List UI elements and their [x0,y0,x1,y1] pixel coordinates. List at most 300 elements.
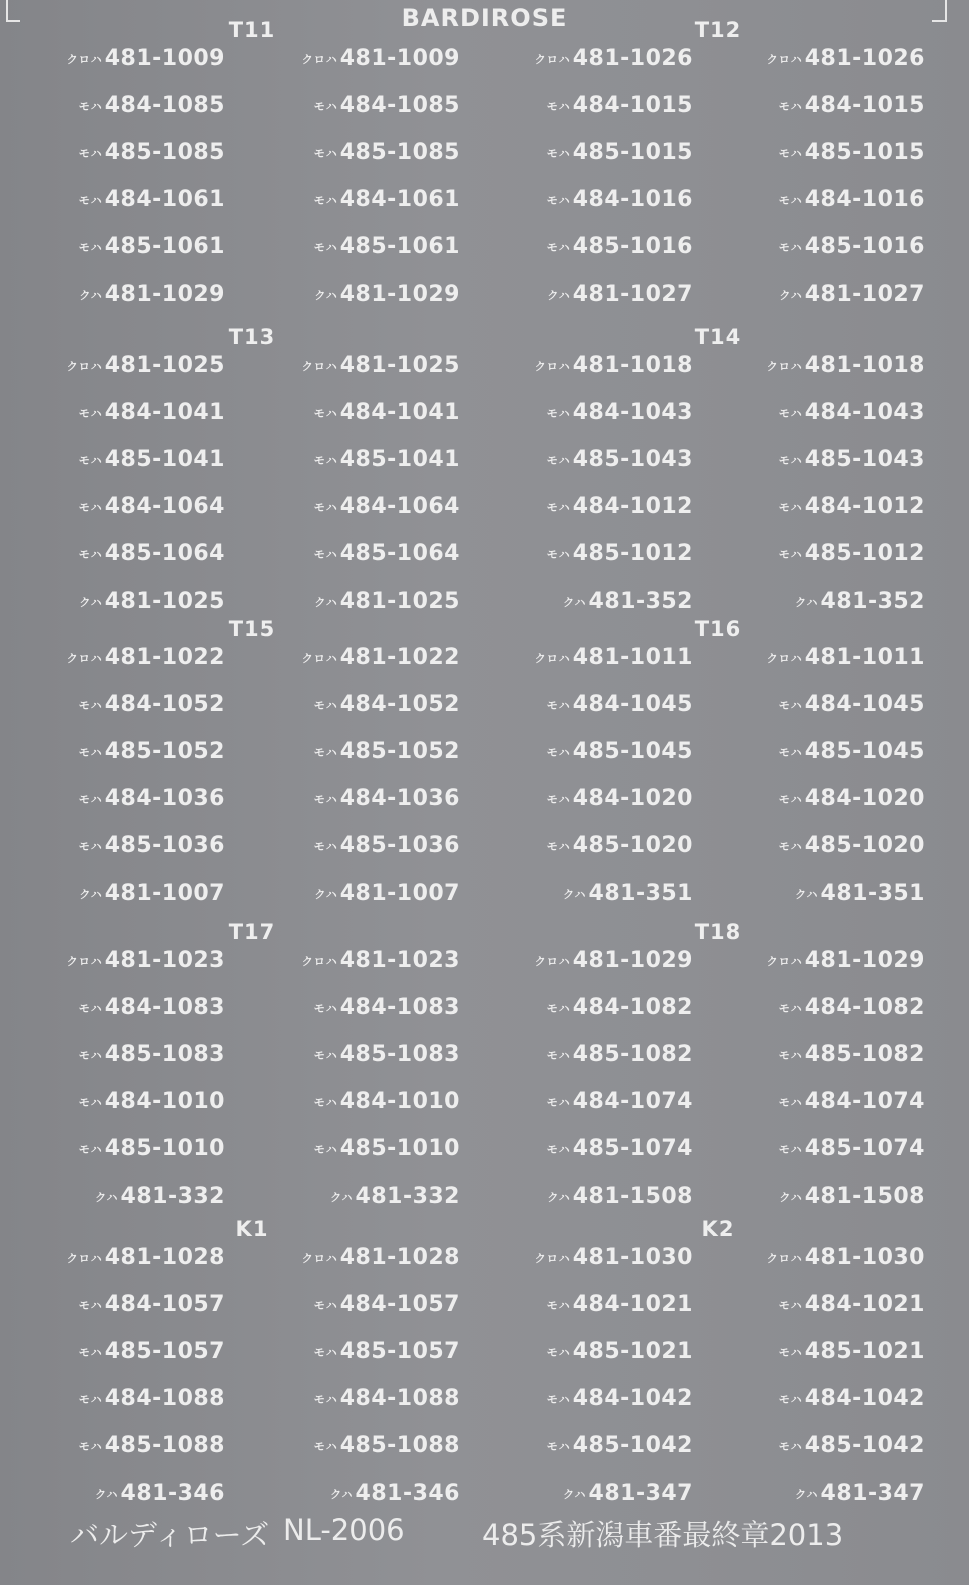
car-number: 481-1028 [339,1245,460,1270]
car-number: 484-1041 [104,400,225,425]
car-number-decal [715,282,925,312]
car-number: 481-1018 [572,353,693,378]
car-number: 484-1045 [804,692,925,717]
footer-title: 485系新潟車番最終章2013 [482,1518,844,1552]
car-type-prefix: クハ [779,289,803,302]
car-type-prefix: クロハ [66,652,103,665]
car-number-decal [483,1339,693,1369]
car-number-decal [15,1481,225,1511]
car-number: 485-1021 [804,1339,925,1364]
car-type-prefix: モハ [78,100,103,113]
car-type-prefix: クハ [795,1488,819,1501]
car-type-prefix: モハ [546,1299,571,1312]
car-type-prefix: モハ [78,793,103,806]
block-label: T12 [694,18,742,42]
car-type-prefix: クロハ [301,652,338,665]
car-number-decal [483,353,693,383]
car-type-prefix: モハ [546,1096,571,1109]
car-type-prefix: モハ [313,1346,338,1359]
car-number-decal [15,995,225,1025]
car-number-decal [15,494,225,524]
car-number: 485-1036 [104,833,225,858]
car-number: 484-1082 [804,995,925,1020]
car-number: 481-1009 [104,46,225,71]
car-number-decal [715,1136,925,1166]
car-number: 485-1010 [104,1136,225,1161]
car-type-prefix: モハ [546,548,571,561]
car-type-prefix: モハ [778,407,803,420]
car-number-decal [483,881,693,911]
car-number-decal [15,1245,225,1275]
car-number: 485-1083 [104,1042,225,1067]
car-type-prefix: モハ [78,840,103,853]
car-number: 481-1027 [804,282,925,307]
car-type-prefix: モハ [313,194,338,207]
car-number: 485-1085 [339,140,460,165]
car-number: 481-1029 [339,282,460,307]
car-type-prefix: モハ [778,699,803,712]
car-type-prefix: クロハ [301,360,338,373]
car-number-decal [483,1386,693,1416]
car-type-prefix: クハ [79,888,103,901]
car-number: 485-1045 [572,739,693,764]
car-number: 484-1012 [804,494,925,519]
car-number: 484-1016 [804,187,925,212]
car-number: 484-1012 [572,494,693,519]
car-number: 484-1057 [104,1292,225,1317]
car-number: 485-1085 [104,140,225,165]
car-number: 485-1074 [804,1136,925,1161]
car-number: 481-347 [820,1481,925,1506]
car-type-prefix: モハ [78,699,103,712]
car-number: 485-1045 [804,739,925,764]
decal-block [0,325,969,621]
car-type-prefix: モハ [313,407,338,420]
car-number-decal [715,948,925,978]
car-number-decal [15,140,225,170]
car-type-prefix: モハ [546,147,571,160]
car-number-decal [250,1386,460,1416]
car-number: 484-1082 [572,995,693,1020]
car-number-decal [250,1089,460,1119]
car-number-decal [715,187,925,217]
car-number-decal [15,1089,225,1119]
car-number: 484-1020 [804,786,925,811]
car-type-prefix: モハ [313,1299,338,1312]
block-label: T11 [228,18,276,42]
car-number-decal [250,1481,460,1511]
car-number-decal [15,833,225,863]
car-number: 481-1508 [572,1184,693,1209]
car-number-decal [250,93,460,123]
car-number: 481-1007 [339,881,460,906]
car-number: 485-1082 [572,1042,693,1067]
car-number-decal [15,447,225,477]
car-number: 481-1026 [572,46,693,71]
car-number-decal [483,1184,693,1214]
car-number: 485-1015 [572,140,693,165]
car-number: 484-1010 [339,1089,460,1114]
car-number: 484-1088 [104,1386,225,1411]
car-type-prefix: クロハ [301,53,338,66]
car-number-decal [250,353,460,383]
car-number-decal [15,692,225,722]
car-number: 485-1074 [572,1136,693,1161]
car-number-decal [15,1292,225,1322]
car-number-decal [483,739,693,769]
car-number: 484-1015 [804,93,925,118]
car-number: 481-1029 [104,282,225,307]
car-number-decal [715,692,925,722]
car-number-decal [483,589,693,619]
car-number-decal [483,282,693,312]
car-number-decal [250,739,460,769]
car-type-prefix: モハ [78,1143,103,1156]
car-type-prefix: モハ [313,147,338,160]
car-type-prefix: モハ [78,241,103,254]
car-type-prefix: モハ [778,548,803,561]
car-number: 484-1061 [339,187,460,212]
car-type-prefix: モハ [546,194,571,207]
car-type-prefix: クハ [563,596,587,609]
car-number-decal [483,1433,693,1463]
car-number: 484-1085 [339,93,460,118]
car-type-prefix: モハ [78,454,103,467]
car-number: 481-1508 [804,1184,925,1209]
car-number-decal [15,1042,225,1072]
car-number-decal [483,541,693,571]
car-type-prefix: クロハ [534,652,571,665]
car-type-prefix: モハ [78,746,103,759]
car-number-decal [483,140,693,170]
car-type-prefix: クハ [330,1191,354,1204]
car-type-prefix: モハ [313,1143,338,1156]
car-number: 484-1088 [339,1386,460,1411]
car-type-prefix: モハ [78,1002,103,1015]
car-number-decal [483,995,693,1025]
car-type-prefix: モハ [546,1049,571,1062]
car-number-decal [15,881,225,911]
car-number-decal [250,494,460,524]
car-type-prefix: クハ [779,1191,803,1204]
car-number: 481-1009 [339,46,460,71]
car-type-prefix: クハ [795,596,819,609]
car-type-prefix: クロハ [534,955,571,968]
car-type-prefix: モハ [546,840,571,853]
car-type-prefix: モハ [313,793,338,806]
car-number: 484-1057 [339,1292,460,1317]
car-type-prefix: モハ [546,699,571,712]
car-type-prefix: モハ [778,501,803,514]
decal-block [0,1217,969,1513]
car-number: 484-1085 [104,93,225,118]
car-number: 481-1025 [339,353,460,378]
car-number: 484-1042 [572,1386,693,1411]
car-type-prefix: クロハ [66,360,103,373]
car-type-prefix: モハ [78,501,103,514]
car-number: 485-1041 [104,447,225,472]
car-number: 481-1007 [104,881,225,906]
car-type-prefix: モハ [78,407,103,420]
car-number: 485-1061 [339,234,460,259]
car-number: 484-1074 [804,1089,925,1114]
car-type-prefix: モハ [778,1299,803,1312]
car-type-prefix: モハ [313,1049,338,1062]
car-number: 485-1015 [804,140,925,165]
car-type-prefix: クハ [563,1488,587,1501]
block-label: T13 [228,325,276,349]
car-number-decal [715,833,925,863]
car-number: 484-1016 [572,187,693,212]
car-type-prefix: クハ [95,1488,119,1501]
car-number: 484-1061 [104,187,225,212]
car-number-decal [483,1481,693,1511]
car-number-decal [483,786,693,816]
car-number: 481-1030 [804,1245,925,1270]
car-number-decal [715,589,925,619]
car-number-decal [15,1136,225,1166]
car-number-decal [715,1386,925,1416]
car-number: 481-1028 [104,1245,225,1270]
car-number-decal [715,93,925,123]
car-number-decal [15,541,225,571]
car-type-prefix: クロハ [66,53,103,66]
car-number: 485-1057 [104,1339,225,1364]
car-number: 481-352 [820,589,925,614]
car-number: 484-1015 [572,93,693,118]
car-number: 485-1041 [339,447,460,472]
car-number: 485-1064 [104,541,225,566]
car-type-prefix: クロハ [766,53,803,66]
car-number-decal [15,1184,225,1214]
car-number: 484-1083 [104,995,225,1020]
car-number-decal [250,187,460,217]
car-number: 481-1011 [572,645,693,670]
car-number: 481-1026 [804,46,925,71]
car-number: 481-1011 [804,645,925,670]
car-number: 481-347 [588,1481,693,1506]
car-type-prefix: クハ [547,289,571,302]
car-number: 484-1064 [104,494,225,519]
car-number: 484-1043 [572,400,693,425]
car-number: 481-1022 [104,645,225,670]
car-number-decal [250,1245,460,1275]
car-type-prefix: モハ [778,746,803,759]
car-number-decal [15,282,225,312]
car-number: 484-1041 [339,400,460,425]
car-number: 481-1022 [339,645,460,670]
car-type-prefix: クロハ [66,955,103,968]
car-number-decal [715,1245,925,1275]
car-number-decal [15,1386,225,1416]
car-type-prefix: モハ [778,1346,803,1359]
car-number-decal [15,1339,225,1369]
car-type-prefix: クロハ [534,360,571,373]
car-type-prefix: モハ [778,241,803,254]
car-number-decal [483,833,693,863]
car-number-decal [483,400,693,430]
car-number-decal [250,1292,460,1322]
car-type-prefix: クロハ [301,1252,338,1265]
car-type-prefix: クハ [79,289,103,302]
car-number: 484-1021 [804,1292,925,1317]
car-type-prefix: モハ [778,1002,803,1015]
car-type-prefix: モハ [546,454,571,467]
car-type-prefix: モハ [778,793,803,806]
car-number-decal [250,541,460,571]
car-type-prefix: モハ [546,100,571,113]
car-type-prefix: クハ [330,1488,354,1501]
car-number-decal [250,1433,460,1463]
car-type-prefix: モハ [78,1346,103,1359]
car-number-decal [250,447,460,477]
car-number-decal [250,1042,460,1072]
car-number: 484-1010 [104,1089,225,1114]
car-type-prefix: モハ [313,501,338,514]
car-number-decal [483,1136,693,1166]
car-number: 481-351 [588,881,693,906]
car-number-decal [715,881,925,911]
block-label: T17 [228,920,276,944]
car-number-decal [250,645,460,675]
car-number: 485-1088 [339,1433,460,1458]
car-type-prefix: モハ [546,1393,571,1406]
car-type-prefix: モハ [546,241,571,254]
car-number-decal [15,739,225,769]
car-number: 481-352 [588,589,693,614]
car-number: 485-1083 [339,1042,460,1067]
car-number-decal [250,692,460,722]
car-number: 485-1042 [804,1433,925,1458]
car-number: 484-1045 [572,692,693,717]
car-number: 481-1025 [339,589,460,614]
brand-name: BARDIROSE [401,4,568,32]
car-number: 485-1010 [339,1136,460,1161]
block-label: T16 [694,617,742,641]
car-number-decal [250,282,460,312]
car-number-decal [715,1042,925,1072]
car-number: 484-1083 [339,995,460,1020]
car-type-prefix: モハ [78,1393,103,1406]
car-number-decal [715,494,925,524]
car-number-decal [715,1339,925,1369]
car-number: 485-1020 [572,833,693,858]
car-type-prefix: モハ [546,1143,571,1156]
car-number-decal [250,400,460,430]
car-number-decal [250,1339,460,1369]
car-type-prefix: モハ [546,1440,571,1453]
car-number-decal [15,93,225,123]
car-type-prefix: モハ [778,1440,803,1453]
block-label: T18 [694,920,742,944]
car-type-prefix: モハ [313,1393,338,1406]
car-number-decal [250,1184,460,1214]
car-number-decal [483,93,693,123]
car-type-prefix: モハ [546,1002,571,1015]
car-number: 485-1021 [572,1339,693,1364]
car-number-decal [715,447,925,477]
car-number: 485-1088 [104,1433,225,1458]
car-type-prefix: モハ [546,1346,571,1359]
car-number: 484-1074 [572,1089,693,1114]
car-type-prefix: モハ [78,1049,103,1062]
car-number-decal [250,140,460,170]
car-number: 484-1021 [572,1292,693,1317]
car-type-prefix: モハ [78,1299,103,1312]
footer-product-code: NL-2006 [283,1513,405,1547]
car-number: 485-1016 [804,234,925,259]
footer-maker: バルディローズ [70,1518,270,1552]
car-number: 481-346 [120,1481,225,1506]
car-number: 481-1018 [804,353,925,378]
car-number: 484-1020 [572,786,693,811]
car-number: 481-346 [355,1481,460,1506]
car-type-prefix: モハ [78,548,103,561]
car-number: 485-1042 [572,1433,693,1458]
car-number-decal [250,1136,460,1166]
car-type-prefix: クハ [547,1191,571,1204]
car-number-decal [715,1184,925,1214]
car-number-decal [715,786,925,816]
car-type-prefix: モハ [78,1440,103,1453]
car-type-prefix: モハ [546,501,571,514]
car-type-prefix: モハ [313,746,338,759]
car-type-prefix: モハ [778,1393,803,1406]
car-type-prefix: モハ [778,1049,803,1062]
car-number: 481-1023 [339,948,460,973]
car-number-decal [250,881,460,911]
car-type-prefix: モハ [313,840,338,853]
car-type-prefix: クロハ [766,1252,803,1265]
car-number-decal [483,1042,693,1072]
car-type-prefix: モハ [546,793,571,806]
car-number-decal [483,234,693,264]
decal-block [0,18,969,314]
car-number-decal [483,1089,693,1119]
car-number: 484-1052 [104,692,225,717]
car-number: 481-1023 [104,948,225,973]
car-number: 481-1030 [572,1245,693,1270]
car-number-decal [15,786,225,816]
car-number-decal [15,187,225,217]
car-number: 485-1057 [339,1339,460,1364]
car-number-decal [715,739,925,769]
car-number: 485-1052 [104,739,225,764]
car-number-decal [15,1433,225,1463]
car-type-prefix: クロハ [301,955,338,968]
decal-block [0,920,969,1216]
car-number-decal [715,140,925,170]
car-number-decal [715,46,925,76]
car-number-decal [483,447,693,477]
car-number: 484-1052 [339,692,460,717]
car-number-decal [715,1292,925,1322]
car-type-prefix: モハ [78,147,103,160]
car-type-prefix: モハ [313,100,338,113]
car-number-decal [715,1089,925,1119]
car-number: 484-1043 [804,400,925,425]
car-number: 484-1042 [804,1386,925,1411]
car-type-prefix: クハ [314,596,338,609]
car-type-prefix: クハ [314,888,338,901]
car-number: 481-332 [355,1184,460,1209]
car-number-decal [250,589,460,619]
car-number: 481-351 [820,881,925,906]
car-number-decal [715,234,925,264]
car-type-prefix: モハ [313,454,338,467]
car-number-decal [15,353,225,383]
car-number: 481-1025 [104,589,225,614]
